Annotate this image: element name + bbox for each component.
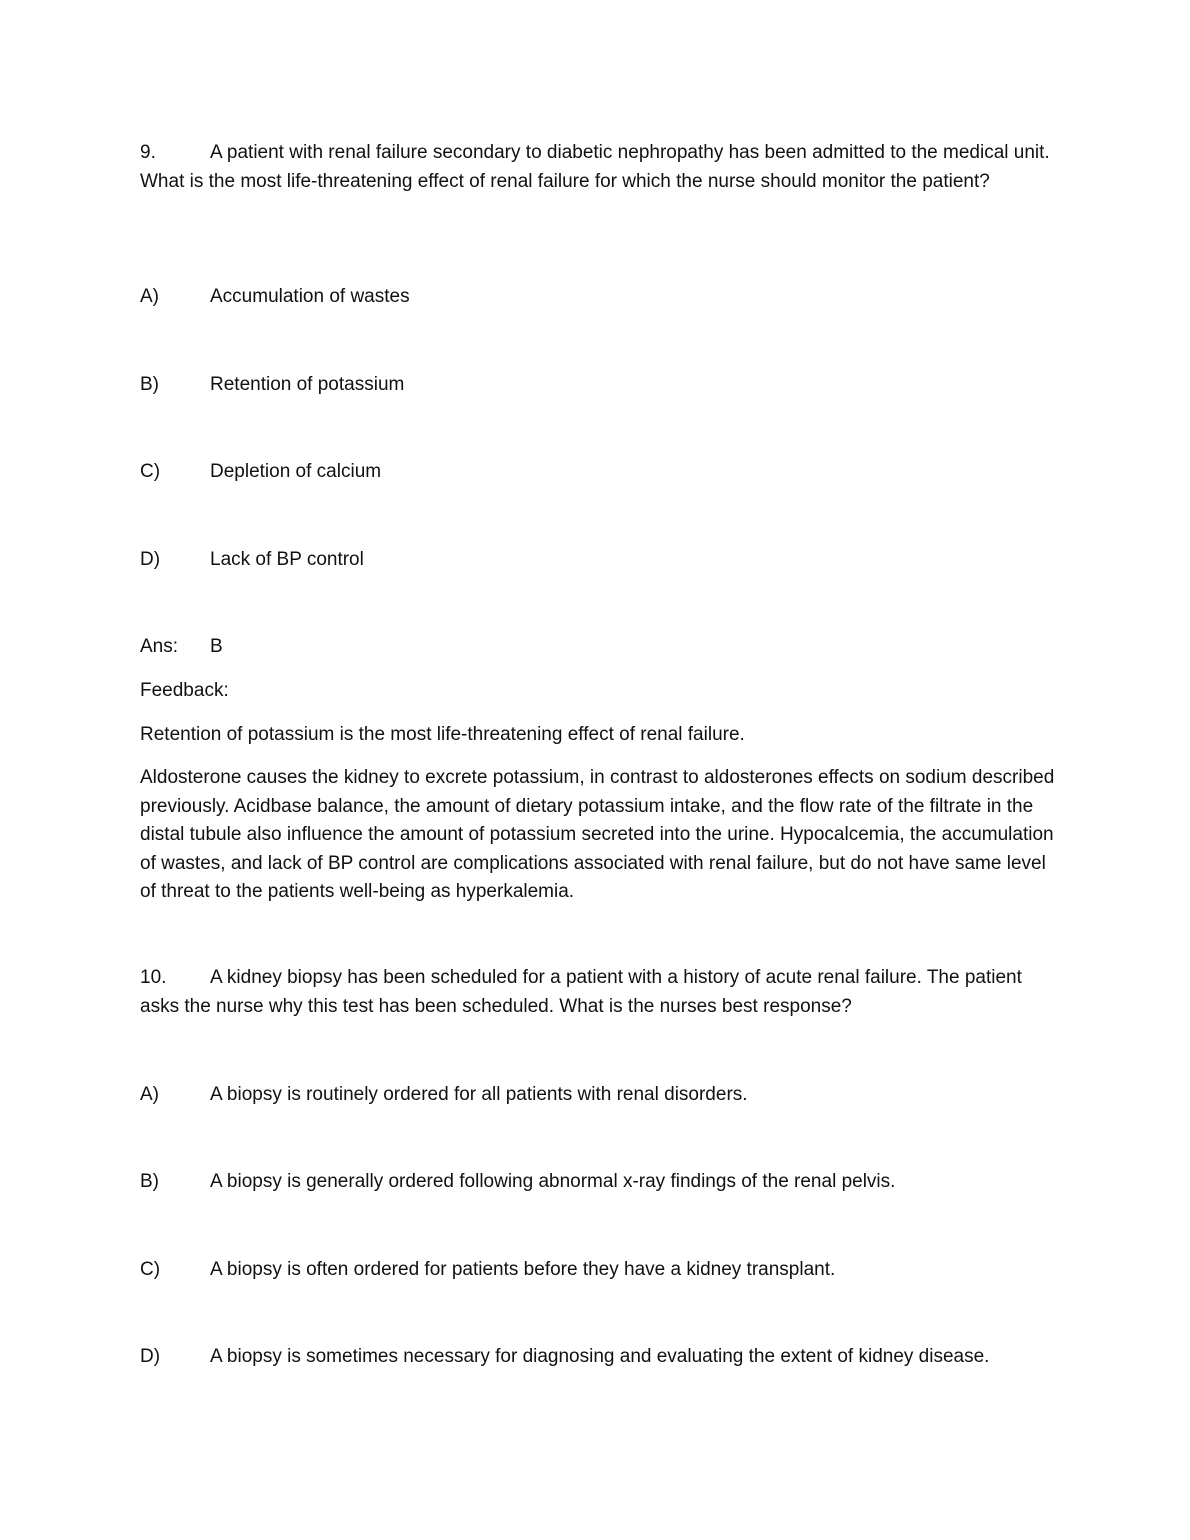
option-letter: B) <box>140 374 159 395</box>
option-letter: A) <box>140 1084 159 1105</box>
q10-option-b <box>140 1168 1055 1197</box>
q9-answer <box>140 633 1055 662</box>
question-number: 10. <box>140 967 167 988</box>
q9-option-d <box>140 546 1055 575</box>
question-10-stem <box>140 964 1055 1021</box>
option-letter: C) <box>140 1259 161 1280</box>
option-text: Retention of potassium <box>210 374 405 395</box>
q10-option-a <box>140 1081 1055 1110</box>
option-letter: D) <box>140 549 161 570</box>
answer-label: Ans: <box>140 636 179 657</box>
q9-option-a <box>140 283 1055 312</box>
option-text: Depletion of calcium <box>210 461 382 482</box>
question-9-stem <box>140 139 1055 196</box>
q10-option-c <box>140 1256 1055 1285</box>
question-text: A kidney biopsy has been scheduled for a patient with a history of acute renal failure. The patient asks the nurse why this test has been scheduled. What is the nurses best response? <box>140 967 1022 1017</box>
q9-feedback-summary: Retention of potassium is the most life-threatening effect of renal failure. <box>140 724 745 745</box>
option-text: A biopsy is often ordered for patients before they have a kidney transplant. <box>210 1259 836 1280</box>
option-letter: C) <box>140 461 161 482</box>
q10-option-d <box>140 1343 1055 1372</box>
option-text: Accumulation of wastes <box>210 286 410 307</box>
question-number: 9. <box>140 142 156 163</box>
q9-feedback-label: Feedback: <box>140 680 229 701</box>
q9-option-c <box>140 458 1055 487</box>
answer-value: B <box>210 636 223 657</box>
option-text: A biopsy is sometimes necessary for diagnosing and evaluating the extent of kidney disease. <box>210 1346 990 1367</box>
q9-option-b <box>140 371 1055 400</box>
option-letter: D) <box>140 1346 161 1367</box>
option-text: Lack of BP control <box>210 549 364 570</box>
option-letter: A) <box>140 286 159 307</box>
option-text: A biopsy is routinely ordered for all patients with renal disorders. <box>210 1084 748 1105</box>
option-letter: B) <box>140 1171 159 1192</box>
q9-feedback-explanation: Aldosterone causes the kidney to excrete potassium, in contrast to aldosterones effects on sodium described previously. Acidbase balance, the amount of dietary potassium intake, and the flow rate of the filtrate in the distal tubule also influence the amount of potassium secreted into the urine. Hypocalcemia, the accumulation of wastes, and lack of BP control are complications associated with renal failure, but do not have same level of threat to the patients well-being as hyperkalemia. <box>140 767 1055 902</box>
question-text: A patient with renal failure secondary to diabetic nephropathy has been admitted to the medical unit. What is the most life-threatening effect of renal failure for which the nurse should monitor the patient? <box>140 142 1050 192</box>
option-text: A biopsy is generally ordered following abnormal x-ray findings of the renal pelvis. <box>210 1171 896 1192</box>
